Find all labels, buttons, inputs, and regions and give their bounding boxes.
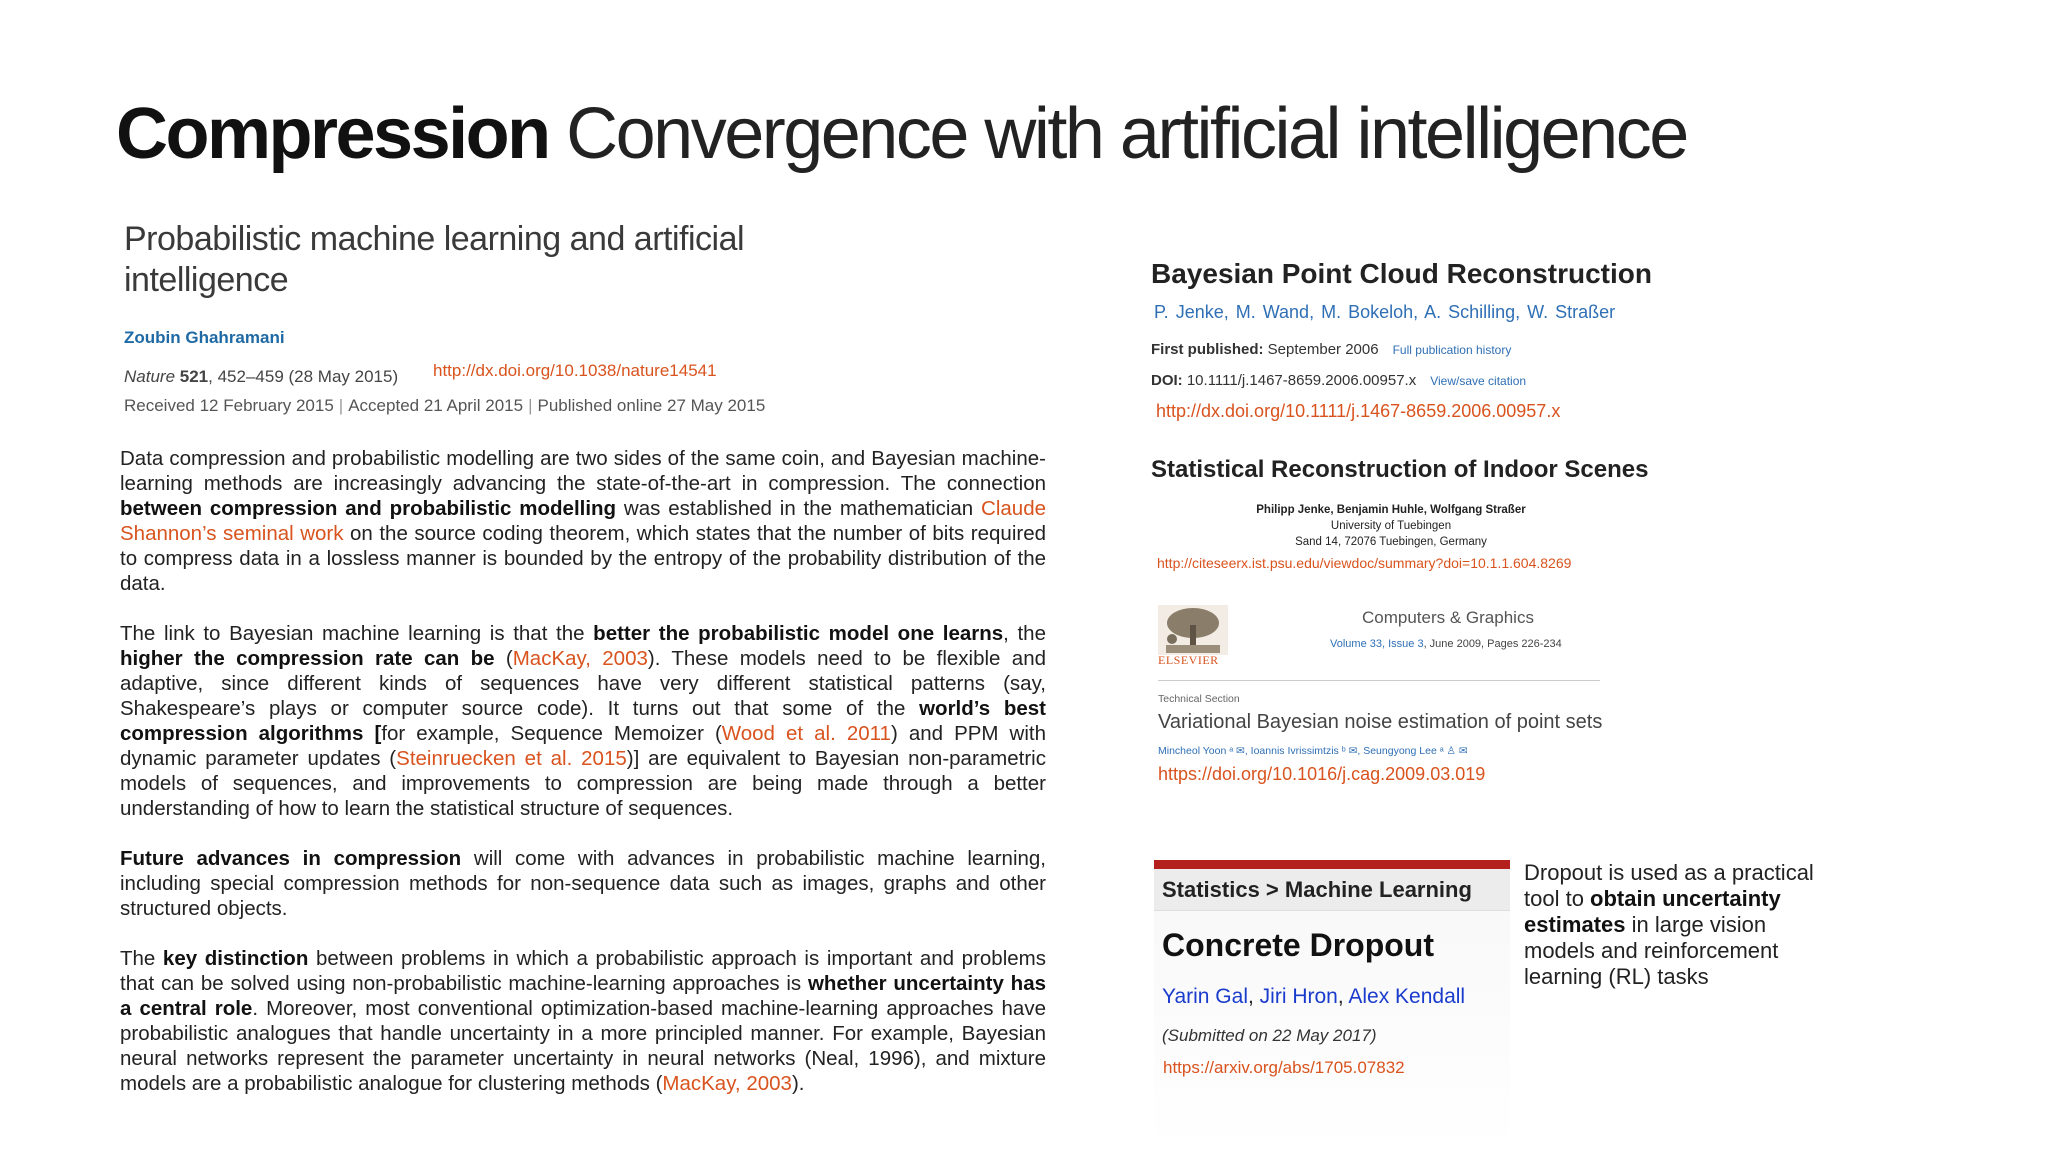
paper-dates xyxy=(124,396,765,416)
publication-history-link[interactable]: Full publication history xyxy=(1392,343,1512,357)
cg-authors[interactable]: Mincheol Yoon ᵃ ✉, Ioannis Ivrissimtzis ᵇ ✉, Seungyong Lee ᵃ ♙ ✉ xyxy=(1158,745,1468,757)
emphasis: world’s best compression algorithms [ xyxy=(120,697,1046,745)
arxiv-red-bar xyxy=(1154,860,1510,869)
emphasis: Future advances in compression xyxy=(120,847,462,870)
text: on the source coding theorem, which states that the number of bits required to compress data in a lossless manner is bounded by the entropy of the probability distribution of the data. xyxy=(120,522,1047,595)
accepted-date: Accepted 21 April 2015 xyxy=(348,396,524,415)
text: will come with advances in probabilistic machine learning, including special compression methods for non-sequence data such as images, graphs and other structured objects. xyxy=(120,847,1046,920)
bpc-title: Bayesian Point Cloud Reconstruction xyxy=(1151,258,1652,289)
text: The link to Bayesian machine learning is that the xyxy=(120,622,594,645)
text: ). xyxy=(791,1072,805,1095)
paper-title: Probabilistic machine learning and artificial intelligence xyxy=(124,220,745,299)
journal-name: Nature xyxy=(124,367,176,386)
sr-address: Sand 14, 72076 Tuebingen, Germany xyxy=(1295,536,1487,548)
separator: | xyxy=(528,396,533,415)
text: , the xyxy=(1003,622,1046,645)
comma: , xyxy=(1247,985,1260,1008)
cd-authors xyxy=(1162,985,1465,1009)
cd-title: Concrete Dropout xyxy=(1162,927,1434,963)
cg-url[interactable]: https://doi.org/10.1016/j.cag.2009.03.019 xyxy=(1158,764,1486,784)
emphasis: better the probabilistic model one learns xyxy=(593,622,1004,645)
dropout-note xyxy=(1524,860,1814,990)
body-text xyxy=(120,446,1046,1121)
emphasis: between compression and probabilistic modelling xyxy=(120,497,617,520)
author-link[interactable]: Jiri Hron xyxy=(1259,985,1338,1008)
text: for example, Sequence Memoizer ( xyxy=(381,722,722,745)
volume-link[interactable]: Volume 33, Issue 3 xyxy=(1330,638,1424,650)
cd-submitted: (Submitted on 22 May 2017) xyxy=(1162,1026,1377,1045)
mackay-link[interactable]: MacKay, 2003 xyxy=(662,1072,792,1095)
bpc-first-published xyxy=(1151,341,1511,358)
author-link[interactable]: Alex Kendall xyxy=(1348,985,1466,1008)
paragraph-1 xyxy=(120,446,1046,596)
volume: 521 xyxy=(179,367,209,386)
shannon-link[interactable]: Claude Shannon’s seminal work xyxy=(120,497,1047,545)
divider xyxy=(1158,680,1600,681)
cd-url[interactable]: https://arxiv.org/abs/1705.07832 xyxy=(1163,1058,1405,1077)
text: )] are equivalent to Bayesian non-parametric models of sequences, and improvements to compression are being made through a better understanding of how to learn the statistical structure of sequences. xyxy=(120,747,1046,820)
text: Data compression and probabilistic modelling are two sides of the same coin, and Bayesian machine-learning methods are increasingly advancing the state-of-the-art in compression. The connection xyxy=(120,447,1046,495)
paragraph-3 xyxy=(120,846,1046,921)
label: First published: xyxy=(1151,341,1264,358)
text: ) and PPM with dynamic parameter updates ( xyxy=(120,722,1047,770)
published-date: Published online 27 May 2015 xyxy=(537,396,766,415)
steinruecken-link[interactable]: Steinruecken et al. 2015 xyxy=(396,747,627,770)
comma: , xyxy=(1337,985,1349,1008)
text: Dropout is used as a practical tool to xyxy=(1524,860,1814,911)
paragraph-2 xyxy=(120,621,1046,821)
cg-journal[interactable]: Computers & Graphics xyxy=(1362,608,1534,627)
text: in large vision models and reinforcement learning (RL) tasks xyxy=(1524,912,1779,989)
slide-title xyxy=(116,94,1687,174)
arxiv-category-header xyxy=(1154,869,1510,911)
value: 10.1111/j.1467-8659.2006.00957.x xyxy=(1186,372,1417,389)
sr-url[interactable]: http://citeseerx.ist.psu.edu/viewdoc/summary?doi=10.1.1.604.8269 xyxy=(1157,555,1572,571)
text: between problems in which a probabilistic approach is important and problems that can be solved using non-probabilistic machine-learning approaches is xyxy=(120,947,1046,995)
bpc-doi xyxy=(1151,372,1526,389)
emphasis: key distinction xyxy=(162,947,309,970)
sr-authors-block xyxy=(1151,502,1631,550)
text: was established in the mathematician xyxy=(616,497,982,520)
cg-volume xyxy=(1330,638,1562,650)
nature-doi-link[interactable]: http://dx.doi.org/10.1038/nature14541 xyxy=(433,361,717,380)
sr-affiliation: University of Tuebingen xyxy=(1330,520,1452,532)
text: The xyxy=(120,947,163,970)
save-citation-link[interactable]: View/save citation xyxy=(1430,374,1527,388)
sr-authors: Philipp Jenke, Benjamin Huhle, Wolfgang Straßer xyxy=(1256,504,1526,516)
emphasis: higher the compression rate can be xyxy=(120,647,495,670)
separator: | xyxy=(338,396,344,415)
text: ( xyxy=(494,647,513,670)
author-link[interactable]: Zoubin Ghahramani xyxy=(124,328,285,347)
value: September 2006 xyxy=(1267,341,1379,358)
paragraph-4 xyxy=(120,946,1046,1096)
volume-rest: , June 2009, Pages 226-234 xyxy=(1423,638,1562,650)
mackay-link[interactable]: MacKay, 2003 xyxy=(512,647,648,670)
author-link[interactable]: Yarin Gal xyxy=(1162,985,1248,1008)
bpc-authors[interactable]: P. Jenke, M. Wand, M. Bokeloh, A. Schilling, W. Straßer xyxy=(1154,302,1616,322)
emphasis: obtain uncertainty estimates xyxy=(1524,886,1781,937)
citation xyxy=(124,367,398,387)
bpc-url[interactable]: http://dx.doi.org/10.1111/j.1467-8659.2006.00957.x xyxy=(1156,401,1561,421)
emphasis: whether uncertainty has a central role xyxy=(120,972,1047,1020)
cg-title: Variational Bayesian noise estimation of point sets xyxy=(1158,711,1603,733)
cg-section: Technical Section xyxy=(1158,693,1240,705)
title-bold: Compression xyxy=(116,94,549,174)
pages-date: , 452–459 (28 May 2015) xyxy=(208,367,399,386)
text: ). These models need to be flexible and adaptive, since different kinds of sequences have very different statistical patterns (say, Shakespeare’s plays or computer source code). It turns out that some of the xyxy=(120,647,1046,720)
title-light: Convergence with artificial intelligence xyxy=(566,94,1687,174)
label: DOI: xyxy=(1151,372,1183,389)
category-label[interactable]: Statistics > Machine Learning xyxy=(1162,877,1472,902)
text: . Moreover, most conventional optimization-based machine-learning approaches have probabilistic analogues that handle uncertainty in a more principled manner. For example, Bayesian neural networks represent the parameter uncertainty in neural networks (Neal, 1996), and mixture models are a probabilistic analogue for clustering methods ( xyxy=(120,997,1046,1095)
sr-title: Statistical Reconstruction of Indoor Scenes xyxy=(1151,456,1649,483)
wood-link[interactable]: Wood et al. 2011 xyxy=(721,722,891,745)
received-date: Received 12 February 2015 xyxy=(124,396,334,415)
elsevier-wordmark: ELSEVIER xyxy=(1158,653,1219,667)
